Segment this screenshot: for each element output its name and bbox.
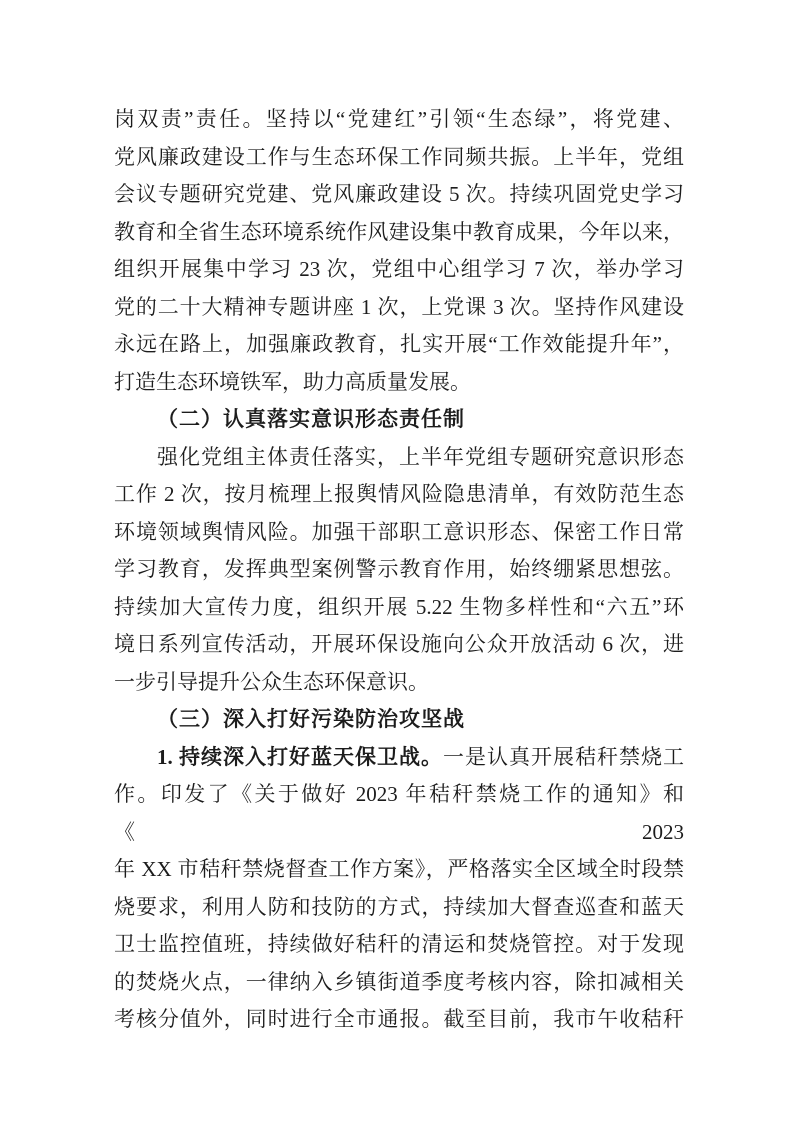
text-line <box>114 514 684 552</box>
text-line <box>114 551 684 589</box>
text-run: 的焚烧火点，一律纳入乡镇街道季度考核内容，除扣减相关 <box>114 969 684 994</box>
text-run: 卫士监控值班，持续做好秸秆的清运和焚烧管控。对于发现 <box>114 932 684 956</box>
text-run: 打造生态环境铁军，助力高质量发展。 <box>114 369 471 394</box>
text-run: 作。印发了《关于做好 2023 年秸秆禁烧工作的通知》和《2023 <box>114 782 684 844</box>
text-line <box>114 439 684 477</box>
text-line <box>114 1001 684 1039</box>
text-line <box>114 851 684 889</box>
text-line <box>114 589 684 627</box>
text-run: 境日系列宣传活动，开展环保设施向公众开放活动 6 次，进 <box>114 632 684 656</box>
section-heading-text: （三）深入打好污染防治攻坚战 <box>157 707 465 731</box>
text-run: 强化党组主体责任落实，上半年党组专题研究意识形态 <box>157 444 684 469</box>
text-run: 工作 2 次，按月梳理上报舆情风险隐患清单，有效防范生态 <box>114 482 684 506</box>
text-line <box>114 326 684 364</box>
text-run: 永远在路上，加强廉政教育，扎实开展“工作效能提升年”， <box>114 332 684 356</box>
document-text-block <box>114 101 684 1039</box>
text-run: 年 XX 市秸秆禁烧督查工作方案》，严格落实全区域全时段禁 <box>114 857 684 881</box>
text-line <box>114 101 684 139</box>
section-heading-text: （二）认真落实意识形态责任制 <box>157 407 465 431</box>
text-run: 一步引导提升公众生态环保意识。 <box>114 669 429 694</box>
text-line <box>114 251 684 289</box>
text-line <box>114 364 684 402</box>
text-line <box>114 739 684 777</box>
text-line <box>114 776 684 851</box>
text-line <box>114 889 684 927</box>
text-run: 会议专题研究党建、党风廉政建设 5 次。持续巩固党史学习 <box>114 182 684 206</box>
text-line <box>114 176 684 214</box>
text-line <box>114 401 684 439</box>
text-line <box>114 926 684 964</box>
text-run: 学习教育，发挥典型案例警示教育作用，始终绷紧思想弦。 <box>114 557 684 581</box>
text-run: 环境领域舆情风险。加强干部职工意识形态、保密工作日常 <box>114 519 684 544</box>
text-run: 烧要求，利用人防和技防的方式，持续加大督查巡查和蓝天 <box>114 894 684 919</box>
text-line <box>114 289 684 327</box>
bold-run: 1. 持续深入打好蓝天保卫战。 <box>157 744 443 769</box>
text-line <box>114 664 684 702</box>
text-run: 一是认真开展秸秆禁烧工 <box>443 744 684 769</box>
text-run: 持续加大宣传力度，组织开展 5.22 生物多样性和“六五”环 <box>114 594 684 619</box>
text-line <box>114 139 684 177</box>
text-run: 党的二十大精神专题讲座 1 次，上党课 3 次。坚持作风建设 <box>114 294 684 319</box>
text-run: 教育和全省生态环境系统作风建设集中教育成果，今年以来， <box>114 219 684 244</box>
text-line <box>114 214 684 252</box>
text-run: 组织开展集中学习 23 次，党组中心组学习 7 次，举办学习 <box>114 257 684 281</box>
text-line <box>114 701 684 739</box>
text-run: 岗双责”责任。坚持以“党建红”引领“生态绿”，将党建、 <box>114 107 684 131</box>
text-line <box>114 964 684 1002</box>
text-line <box>114 626 684 664</box>
text-run: 党风廉政建设工作与生态环保工作同频共振。上半年，党组 <box>114 144 684 169</box>
text-line <box>114 476 684 514</box>
text-run: 考核分值外，同时进行全市通报。截至目前，我市午收秸秆 <box>114 1007 684 1031</box>
